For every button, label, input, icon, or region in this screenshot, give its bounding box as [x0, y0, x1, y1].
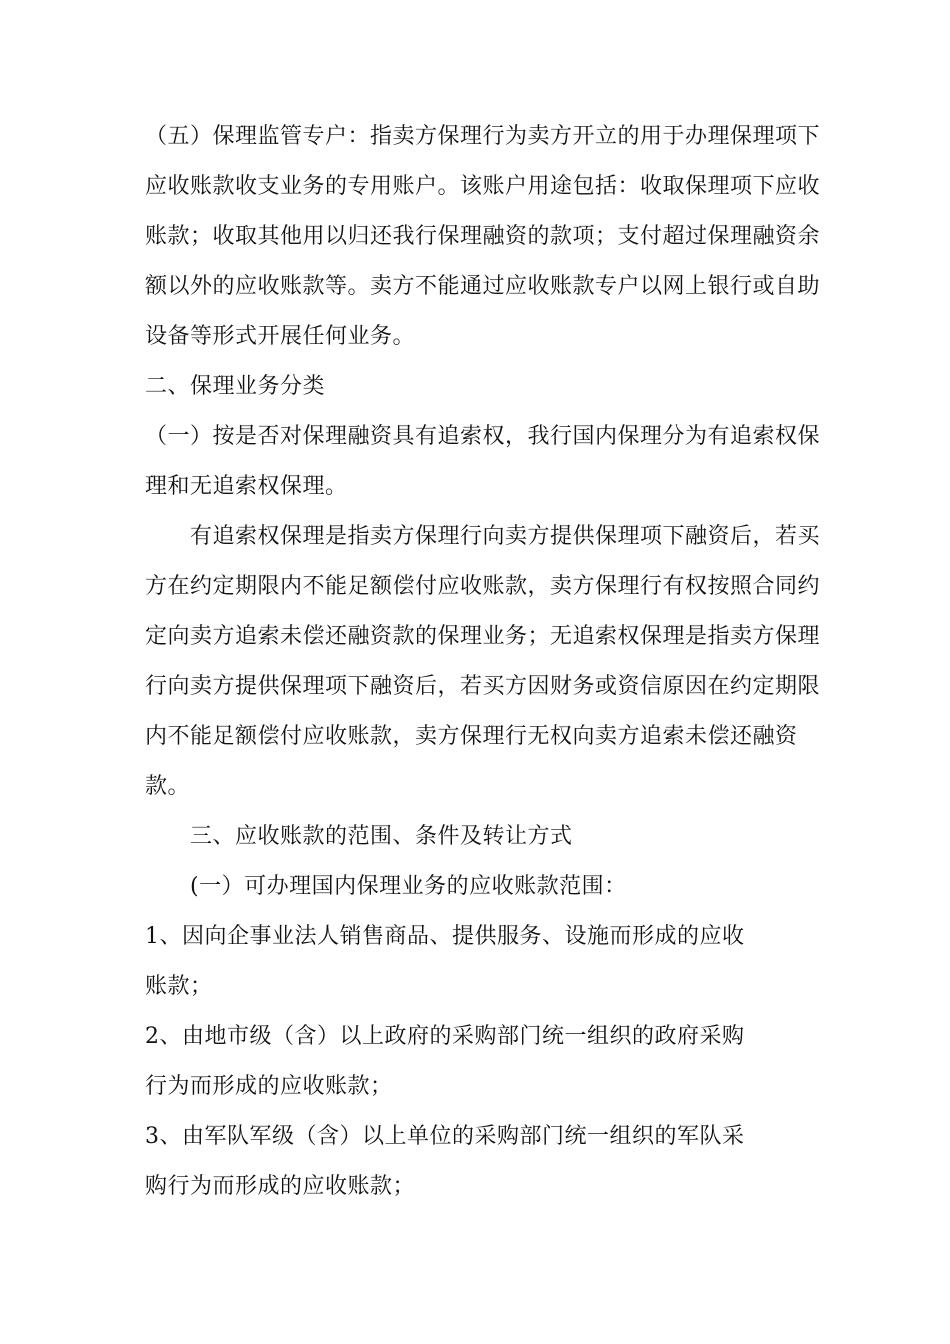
text-line: 有追索权保理是指卖方保理行向卖方提供保理项下融资后，若买	[190, 524, 821, 549]
text-line: 账款；收取其他用以归还我行保理融资的款项；支付超过保理融资余	[145, 224, 821, 249]
text-line: 定向卖方追索未偿还融资款的保理业务；无追索权保理是指卖方保理	[145, 624, 821, 649]
text-line: 款。	[145, 774, 191, 799]
list-item: 3、由军队军级（含）以上单位的采购部门统一组织的军队采	[145, 1124, 745, 1149]
list-item: 2、由地市级（含）以上政府的采购部门统一组织的政府采购	[145, 1024, 745, 1049]
text-line: 理和无追索权保理。	[145, 474, 348, 499]
text-line: （五）保理监管专户：指卖方保理行为卖方开立的用于办理保理项下	[145, 124, 821, 149]
text-line: 账款；	[145, 974, 213, 999]
text-line: 行向卖方提供保理项下融资后，若买方因财务或资信原因在约定期限	[145, 674, 821, 699]
text-line: 方在约定期限内不能足额偿付应收账款，卖方保理行有权按照合同约	[145, 574, 821, 599]
text-line: 应收账款收支业务的专用账户。该账户用途包括：收取保理项下应收	[145, 174, 821, 199]
text-line: (一）可办理国内保理业务的应收账款范围：	[190, 874, 627, 899]
list-item: 1、因向企事业法人销售商品、提供服务、设施而形成的应收	[145, 924, 745, 949]
text-line: 购行为而形成的应收账款；	[145, 1174, 416, 1199]
text-line: （一）按是否对保理融资具有追索权，我行国内保理分为有追索权保	[145, 424, 821, 449]
text-line: 设备等形式开展任何业务。	[145, 324, 416, 349]
text-line: 额以外的应收账款等。卖方不能通过应收账款专户以网上银行或自助	[145, 274, 821, 299]
text-line: 内不能足额偿付应收账款，卖方保理行无权向卖方追索未偿还融资	[145, 724, 798, 749]
section-heading: 三、应收账款的范围、条件及转让方式	[190, 824, 573, 849]
text-line: 行为而形成的应收账款；	[145, 1074, 393, 1099]
section-heading: 二、保理业务分类	[145, 374, 326, 399]
